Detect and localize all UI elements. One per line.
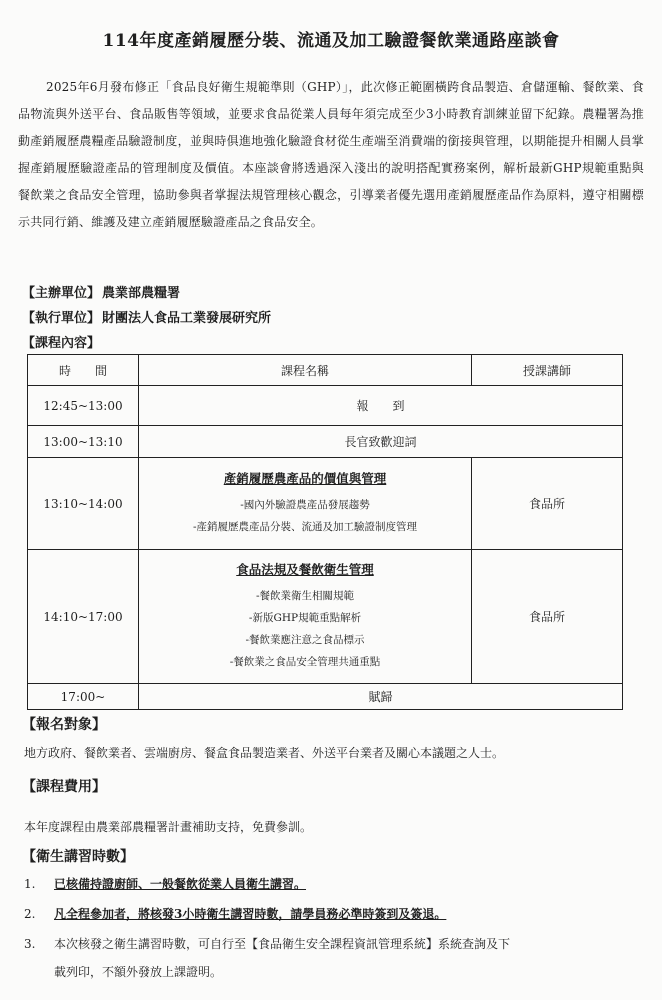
row-time: 13:00~13:10 [28, 426, 139, 458]
intro-text: 2025年6月發布修正「食品良好衛生規範準則（GHP）」，此次修正範圍橫跨食品製造、倉儲運輸、餐飲業、食品物流與外送平台、食品販售等領域，並要求食品從業人員每年須完成至少3小時教育訓練並留下紀錄。農糧署為推動產銷履歷農糧產品驗證制度，並與時俱進地強化驗證食材從生產端至消費端的銜接與管理，以期能提升相關人員掌握產銷履歷驗證產品的管理制度及價值。本座談會將透過深入淺出的說明搭配實務案例，解析最新GHP規範重點與餐飲業之食品安全管理，協助參與者掌握法規管理核心觀念，引導業者優先選用產銷履歷產品作為原料，遵守相關標示共同行銷、維護及建立產銷履歷驗證產品之食品安全。 [18, 80, 644, 229]
header-time: 時 間 [28, 355, 139, 386]
table-header-row [28, 355, 623, 386]
audience-text: 地方政府、餐飲業者、雲端廚房、餐盒食品製造業者、外送平台業者及關心本議題之人士。 [24, 746, 505, 760]
hygiene-label: 【衛生講習時數】 [22, 849, 134, 865]
header-course: 課程名稱 [139, 355, 472, 386]
document-title: 114年度產銷履歷分裝、流通及加工驗證餐飲業通路座談會 [102, 31, 560, 51]
row-lecturer: 食品所 [472, 458, 623, 550]
course-subitem: -產銷履歷農產品分裝、流通及加工驗證制度管理 [192, 521, 418, 533]
row-course: 長官致歡迎詞 [139, 426, 623, 458]
table-row [28, 386, 623, 426]
hygiene-item-number: 2. [24, 907, 36, 921]
course-title: 產銷履歷農產品的價值與管理 [223, 471, 387, 486]
row-course: 報 到 [139, 386, 623, 426]
fee-label: 【課程費用】 [22, 779, 106, 795]
row-lecturer: 食品所 [472, 550, 623, 684]
executor-value: 財團法人食品工業發展研究所 [102, 311, 272, 326]
row-time: 14:10~17:00 [28, 550, 139, 684]
organizer-label: 【主辦單位】 [22, 286, 101, 301]
course-content-label: 【課程內容】 [22, 336, 101, 351]
course-subitem: -餐飲業之食品安全管理共通重點 [229, 656, 381, 668]
hygiene-item-number: 1. [24, 877, 36, 891]
fee-text: 本年度課程由農業部農糧署計畫補助支持，免費參訓。 [24, 820, 313, 834]
course-subitem: -新版GHP規範重點解析 [248, 612, 362, 624]
header-lecturer: 授課講師 [472, 355, 623, 386]
audience-label: 【報名對象】 [22, 717, 106, 733]
row-course: 賦歸 [139, 684, 623, 710]
table-row [28, 426, 623, 458]
hygiene-item [24, 930, 644, 986]
course-subitem: -餐飲業衛生相關規範 [255, 590, 355, 602]
hygiene-item-continuation: 載列印，不額外發放上課證明。 [54, 965, 223, 979]
intro-paragraph [18, 74, 644, 236]
schedule-table [27, 354, 623, 710]
row-time: 12:45~13:00 [28, 386, 139, 426]
organizer-line [22, 282, 180, 301]
row-time: 13:10~14:00 [28, 458, 139, 550]
organizer-value: 農業部農糧署 [102, 286, 181, 301]
table-row [28, 458, 623, 550]
course-subitem: -餐飲業應注意之食品標示 [245, 634, 365, 646]
hygiene-item-text: 已核備持證廚師、一般餐飲從業人員衛生講習。 [54, 877, 307, 891]
course-subitem: -國內外驗證農產品發展趨勢 [240, 499, 370, 511]
hygiene-item-text: 凡全程參加者，將核發3小時衛生講習時數，請學員務必準時簽到及簽退。 [54, 907, 447, 921]
executor-label: 【執行單位】 [22, 311, 101, 326]
hygiene-item-text: 本次核發之衛生講習時數，可自行至【食品衛生安全課程資訊管理系統】系統查詢及下 [54, 937, 511, 951]
row-time: 17:00~ [28, 684, 139, 710]
hygiene-item [24, 900, 644, 928]
course-title: 食品法規及餐飲衛生管理 [236, 562, 374, 577]
table-row [28, 550, 623, 684]
executor-line [22, 307, 271, 326]
hygiene-item [24, 870, 644, 898]
hygiene-item-number: 3. [24, 937, 36, 951]
table-row [28, 684, 623, 710]
row-course-cell [139, 550, 472, 684]
row-course-cell [139, 458, 472, 550]
